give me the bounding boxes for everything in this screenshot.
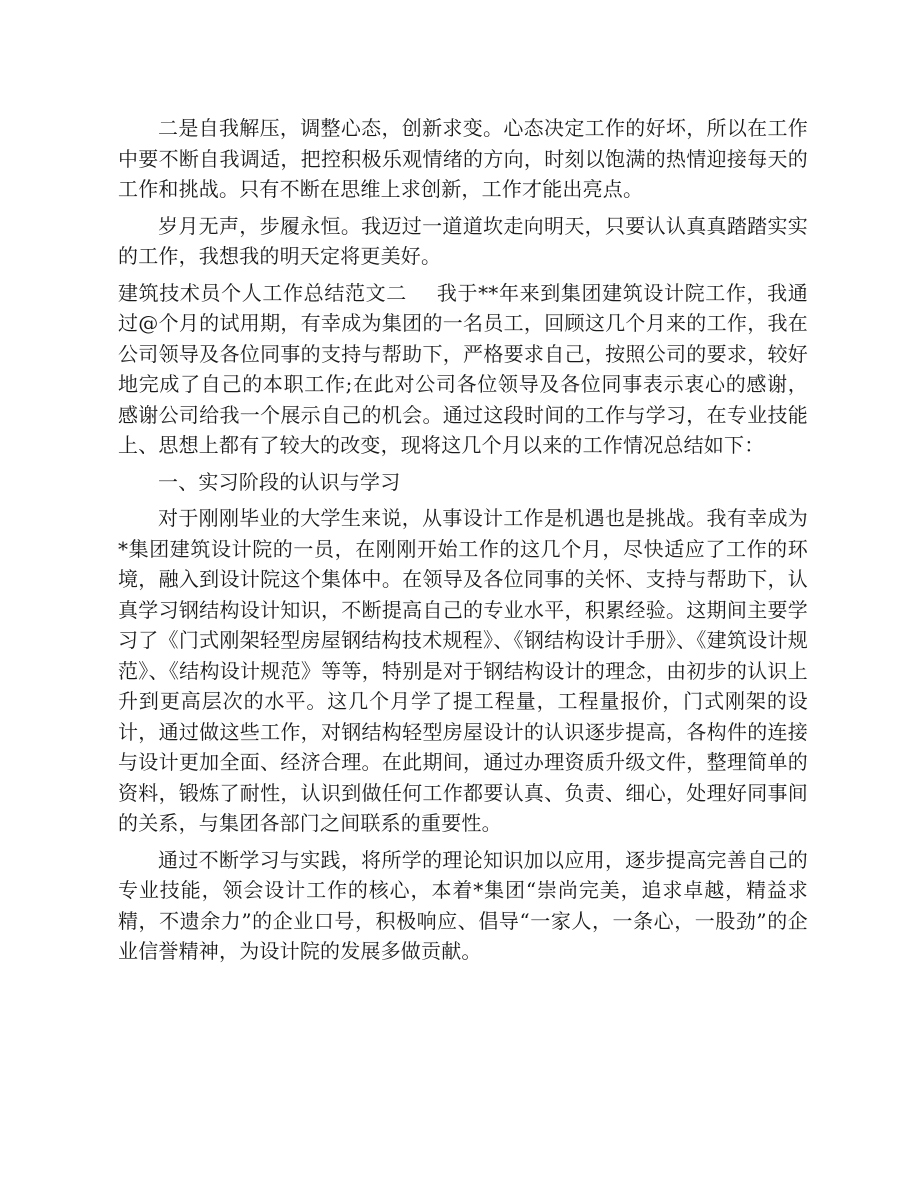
document-body [118, 113, 808, 973]
section-heading-internship: 一、实习阶段的认识与学习 [158, 469, 401, 494]
paragraph-summary-intro [118, 278, 808, 461]
paragraph-practice-contribution: 通过不断学习与实践，将所学的理论知识加以应用，逐步提高完善自己的专业技能，领会设计工作的核心，本着*集团“崇尚完美，追求卓越，精益求精，不遗余力”的企业口号，积极响应、倡导“一家人，一条心，一股劲”的企业信誉精神，为设计院的发展多做贡献。 [118, 847, 808, 963]
paragraph-closing-remark: 岁月无声，步履永恒。我迈过一道道坎走向明天，只要认认真真踏踏实实的工作，我想我的明天定将更美好。 [118, 213, 808, 268]
paragraph-summary-intro-text: 我于**年来到集团建筑设计院工作，我通过@个月的试用期，有幸成为集团的一名员工，回顾这几个月来的工作，我在公司领导及各位同事的支持与帮助下，严格要求自己，按照公司的要求，较好地完成了自己的本职工作;在此对公司各位领导及各位同事表示衷心的感谢，感谢公司给我一个展示自己的机会。通过这段时间的工作与学习，在专业技能上、思想上都有了较大的改变，现将这几个月以来的工作情况总结如下： [118, 280, 808, 457]
paragraph-self-adjustment: 二是自我解压，调整心态，创新求变。心态决定工作的好坏，所以在工作中要不断自我调适，把控积极乐观情绪的方向，时刻以饱满的热情迎接每天的工作和挑战。只有不断在思维上求创新，工作才能出亮点。 [118, 116, 808, 201]
paragraph-internship-learning: 对于刚刚毕业的大学生来说，从事设计工作是机遇也是挑战。我有幸成为*集团建筑设计院的一员，在刚刚开始工作的这几个月，尽快适应了工作的环境，融入到设计院这个集体中。在领导及各位同事的关怀、支持与帮助下，认真学习钢结构设计知识，不断提高自己的专业水平，积累经验。这期间主要学习了《门式刚架轻型房屋钢结构技术规程》、《钢结构设计手册》、《建筑设计规范》、《结构设计规范》等等，特别是对于钢结构设计的理念，由初步的认识上升到更高层次的水平。这几个月学了提工程量，工程量报价，门式刚架的设计，通过做这些工作，对钢结构轻型房屋设计的认识逐步提高，各构件的连接与设计更加全面、经济合理。在此期间，通过办理资质升级文件，整理简单的资料，锻炼了耐性，认识到做任何工作都要认真、负责、细心，处理好同事间的关系，与集团各部门之间联系的重要性。 [118, 506, 808, 835]
section-title: 建筑技术员个人工作总结范文二 [118, 280, 407, 305]
